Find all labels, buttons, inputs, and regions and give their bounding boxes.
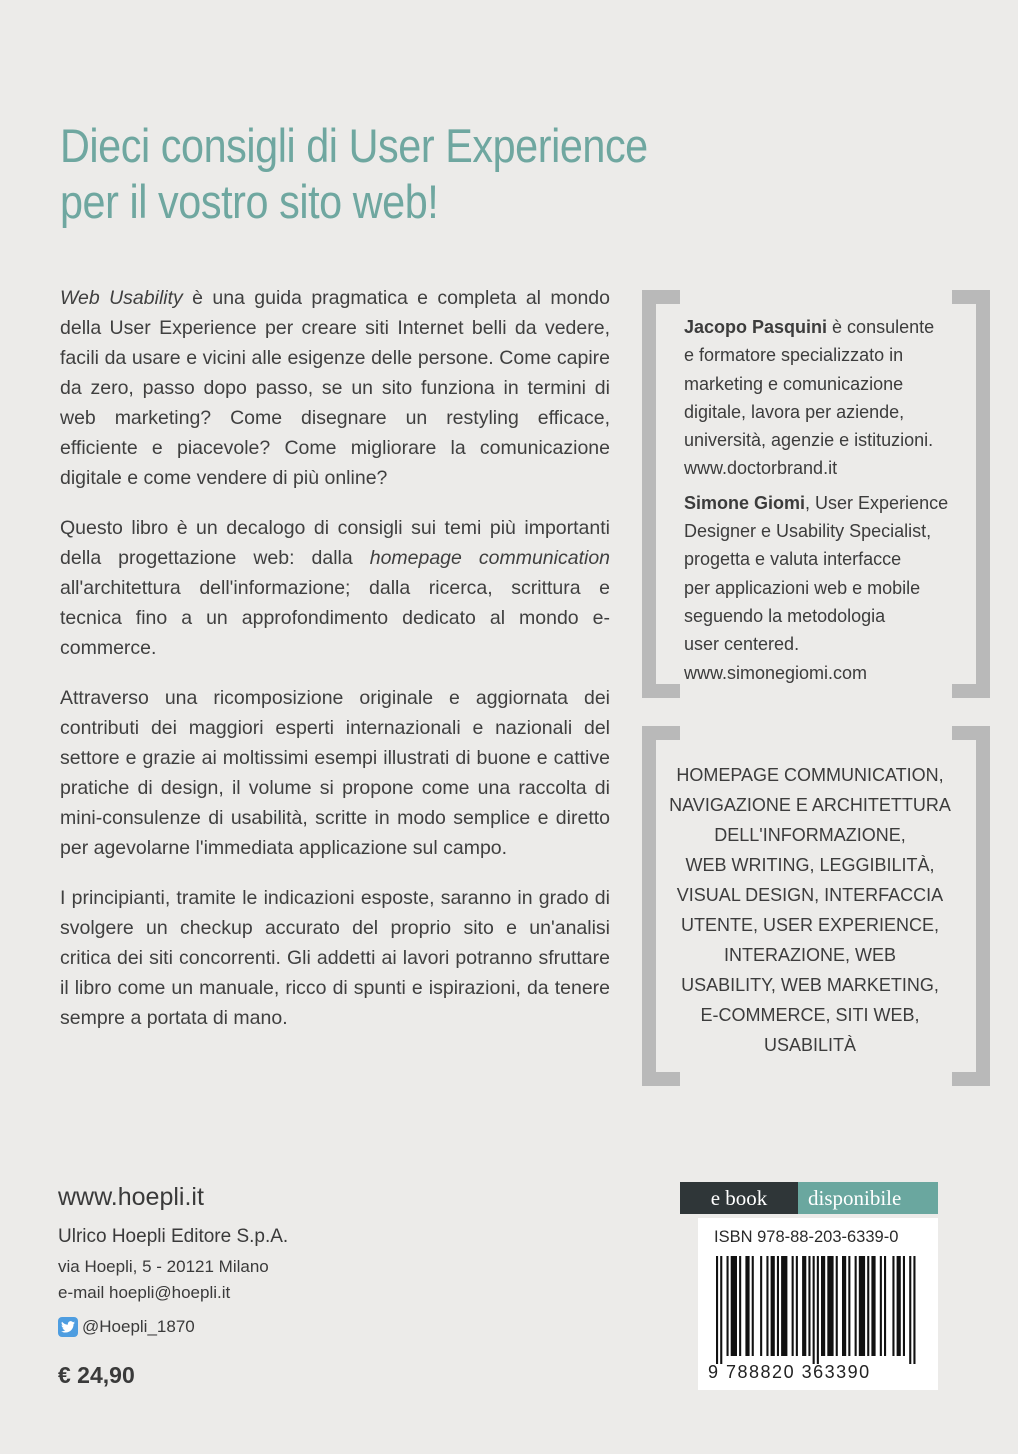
barcode-bar bbox=[796, 1256, 798, 1356]
isbn-barcode-box bbox=[698, 1218, 938, 1390]
barcode-bar bbox=[892, 1256, 894, 1356]
isbn-number: ISBN 978-88-203-6339-0 bbox=[714, 1228, 899, 1246]
author-2-line: Designer e Usability Specialist, bbox=[684, 521, 932, 542]
barcode-bar bbox=[792, 1256, 794, 1356]
paragraph-2-italic: homepage communication bbox=[369, 547, 611, 569]
barcode-bar bbox=[842, 1256, 846, 1356]
barcode-bar bbox=[909, 1256, 911, 1364]
keyword-line: USABILITÀ bbox=[763, 1035, 857, 1055]
barcode-bar bbox=[903, 1256, 905, 1356]
keyword-line: USABILITY, WEB MARKETING, bbox=[681, 975, 939, 995]
keyword-line: WEB WRITING, LEGGIBILITÀ, bbox=[685, 855, 935, 875]
author-2-line: user centered. bbox=[684, 634, 800, 655]
barcode-bar bbox=[880, 1256, 882, 1356]
barcode-digits: 9 788820 363390 bbox=[708, 1362, 871, 1382]
author-2-line: progetta e valuta interfacce bbox=[684, 549, 902, 570]
authors-bracket-left bbox=[642, 290, 680, 698]
keyword-line: UTENTE, USER EXPERIENCE, bbox=[680, 915, 940, 935]
paragraph-3: Attraverso una ricomposizione originale e aggiornata dei contributi dei maggiori esperti internazionali e nazionali del settore e grazie ai moltissimi esempi illustrati di buone e cattive pratiche di design, il volume si propone come una raccolta di mini-consulenze di usabilità, scritte in modo semplice e diretto per agevolarne l'immediata applicazione sul campo. bbox=[60, 687, 610, 859]
description bbox=[60, 283, 610, 1053]
barcode bbox=[708, 1256, 930, 1364]
barcode-bar bbox=[766, 1256, 768, 1356]
author-2-line: , User Experience bbox=[805, 492, 949, 513]
author-1-line: marketing e comunicazione bbox=[684, 373, 904, 394]
keyword-line: NAVIGAZIONE E ARCHITETTURA bbox=[669, 795, 951, 815]
author-1-line: e formatore specializzato in bbox=[684, 345, 904, 366]
barcode-bar bbox=[836, 1256, 838, 1356]
barcode-bar bbox=[859, 1256, 865, 1356]
barcode-bar bbox=[813, 1256, 815, 1364]
barcode-bar bbox=[871, 1256, 875, 1356]
barcode-bar bbox=[817, 1256, 819, 1364]
headline-line-2: per il vostro sito web! bbox=[60, 175, 439, 228]
publisher-email: e-mail hoepli@hoepli.it bbox=[58, 1283, 231, 1302]
barcode-bar bbox=[760, 1256, 762, 1356]
author-1-name: Jacopo Pasquini bbox=[684, 317, 828, 337]
author-2-name: Simone Giomi bbox=[684, 492, 806, 513]
barcode-bar bbox=[848, 1256, 850, 1356]
barcode-bar bbox=[739, 1256, 741, 1356]
barcode-bar bbox=[913, 1256, 915, 1364]
paragraph-1 bbox=[60, 283, 610, 493]
barcode-bar bbox=[745, 1256, 749, 1356]
barcode-bar bbox=[731, 1256, 737, 1356]
keyword-line: DELL'INFORMAZIONE, bbox=[714, 825, 906, 845]
barcode-bar bbox=[777, 1256, 779, 1356]
barcode-bar bbox=[827, 1256, 833, 1356]
author-1-line: università, agenzie e istituzioni. bbox=[684, 430, 934, 451]
barcode-bar bbox=[727, 1256, 729, 1356]
keyword-line: INTERAZIONE, WEB bbox=[723, 945, 896, 965]
keyword-line: E-COMMERCE, SITI WEB, bbox=[700, 1005, 920, 1025]
author-1-website: www.doctorbrand.it bbox=[684, 458, 838, 479]
barcode-bar bbox=[855, 1256, 857, 1356]
publisher-info bbox=[58, 1180, 458, 1390]
barcode-bar bbox=[884, 1256, 886, 1356]
paragraph-4: I principianti, tramite le indicazioni esposte, saranno in grado di svolgere un checkup accurato del proprio sito e un'analisi critica dei siti concorrenti. Gli addetti ai lavori potranno sfruttare il libro come un manuale, ricco di spunti e ispirazioni, da tenere sempre a portata di mano. bbox=[60, 887, 610, 1029]
barcode-bar bbox=[752, 1256, 754, 1356]
author-1-line: è consulente bbox=[827, 317, 935, 337]
twitter-handle-row bbox=[58, 1314, 458, 1340]
barcode-bar bbox=[781, 1256, 787, 1356]
author-1-line: digitale, lavora per aziende, bbox=[684, 401, 905, 422]
publisher-name: Ulrico Hoepli Editore S.p.A. bbox=[58, 1226, 289, 1247]
author-2-line: per applicazioni web e mobile bbox=[684, 577, 921, 598]
author-2-website: www.simonegiomi.com bbox=[684, 662, 868, 683]
paragraph-2 bbox=[60, 513, 610, 663]
paragraph-1-text: è una guida pragmatica e completa al mondo della User Experience per creare siti Internet belli da vedere, facili da usare e vicini alle esigenze delle persone. Come capire da zero, passo dopo passo, se un sito funziona in termini di web marketing? Come disegnare un restyling efficace, efficiente e piacevole? Come migliorare la comunicazione digitale e come vendere di più online? bbox=[60, 287, 610, 489]
twitter-handle: @Hoepli_1870 bbox=[82, 1317, 195, 1336]
keyword-line: VISUAL DESIGN, INTERFACCIA bbox=[676, 885, 944, 905]
book-title-italic: Web Usability bbox=[60, 287, 183, 309]
keyword-line: HOMEPAGE COMMUNICATION, bbox=[676, 765, 944, 785]
ebook-status: disponibile bbox=[798, 1182, 938, 1214]
ebook-badge bbox=[680, 1182, 938, 1214]
price: € 24,90 bbox=[58, 1362, 135, 1388]
barcode-bar bbox=[716, 1256, 718, 1364]
barcode-bar bbox=[771, 1256, 775, 1356]
barcode-bar bbox=[821, 1256, 825, 1356]
barcode-bar bbox=[720, 1256, 722, 1364]
barcode-bar bbox=[867, 1256, 869, 1356]
twitter-icon bbox=[58, 1317, 78, 1337]
barcode-bar bbox=[897, 1256, 901, 1356]
barcode-bar bbox=[802, 1256, 806, 1356]
barcode-bar bbox=[808, 1256, 810, 1356]
keywords-list bbox=[660, 760, 960, 1060]
author-2-line: seguendo la metodologia bbox=[684, 605, 886, 626]
publisher-address: via Hoepli, 5 - 20121 Milano bbox=[58, 1257, 269, 1276]
paragraph-2-after: all'architettura dell'informazione; dalla ricerca, scrittura e tecnica fino a un approfondimento dedicato al mondo e-commerce. bbox=[60, 577, 610, 659]
author-1 bbox=[684, 313, 964, 483]
authors-bio bbox=[684, 313, 964, 693]
headline bbox=[60, 118, 729, 230]
headline-line-1: Dieci consigli di User Experience bbox=[60, 119, 648, 172]
publisher-website: www.hoepli.it bbox=[58, 1183, 204, 1211]
author-2 bbox=[684, 489, 964, 687]
paragraph-2-before: Questo libro è un decalogo di consigli sui temi più importanti della progettazione web: dalla bbox=[60, 517, 610, 569]
ebook-label: e book bbox=[680, 1182, 798, 1214]
